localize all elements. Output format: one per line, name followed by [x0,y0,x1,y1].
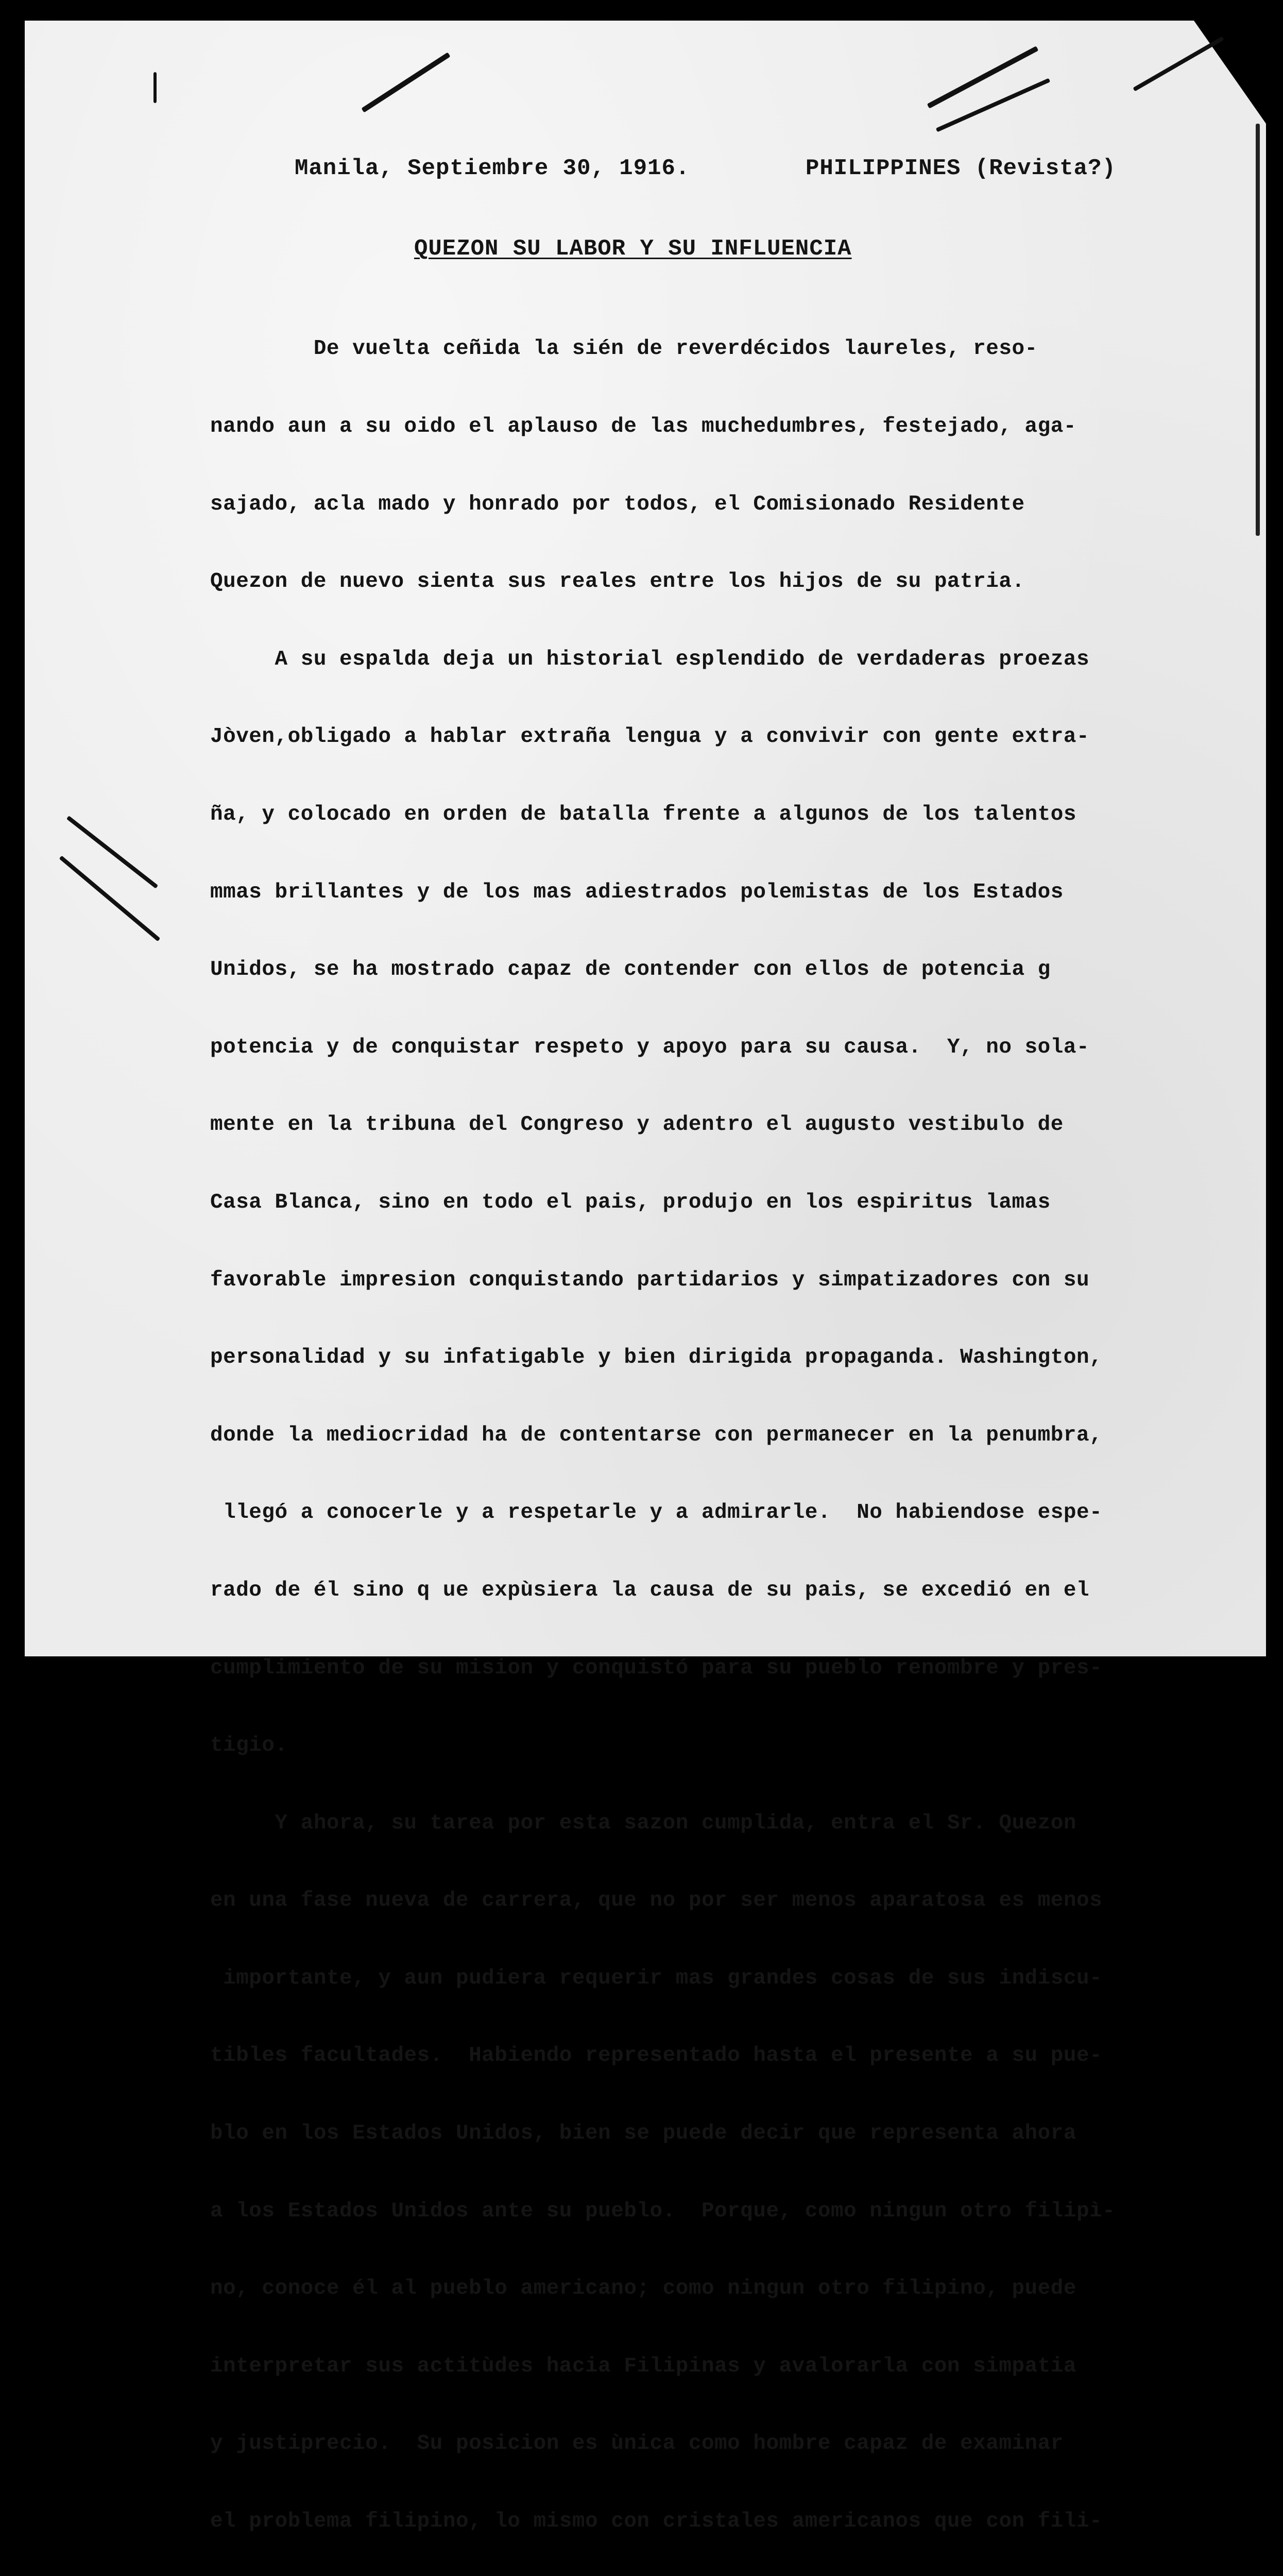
publication-name: PHILIPPINES (Revista?) [806,156,1116,181]
body-line: rado de él sino q ue expùsiera la causa de su pais, se excedió en el [210,1578,1090,1602]
body-line: el problema filipino, lo mismo con cristales americanos que con fili- [210,2510,1103,2534]
body-line: personalidad y su infatigable y bien dirigida propaganda. Washington, [210,1346,1103,1370]
body-line: cumplimiento de su mision y conquistó para su pueblo renombre y pres- [210,1656,1103,1680]
body-line: tibles facultades. Habiendo representado hasta el presente a su pue- [210,2044,1103,2068]
body-line: Casa Blanca, sino en todo el pais, produjo en los espiritus lamas [210,1190,1051,1214]
body-line: donde la mediocridad ha de contentarse con permanecer en la penumbra, [210,1423,1103,1447]
article-title: QUEZON SU LABOR Y SU INFLUENCIA [414,236,852,262]
body-line: potencia y de conquistar respeto y apoyo para su causa. Y, no sola- [210,1035,1090,1059]
body-line: favorable impresion conquistando partidarios y simpatizadores con su [210,1268,1090,1292]
article-body [210,284,1137,2576]
body-line: mente en la tribuna del Congreso y adentro el augusto vestibulo de [210,1113,1064,1137]
body-line: blo en los Estados Unidos, bien se puede decir que representa ahora [210,2122,1076,2146]
body-line: A su espalda deja un historial esplendido de verdaderas proezas [210,647,1090,671]
body-line: en una fase nueva de carrera, que no por ser menos aparatosa es menos [210,1889,1103,1913]
body-line: llegó a conocerle y a respetarle y a admirarle. No habiendose espe- [210,1501,1103,1525]
body-line: Jòven,obligado a hablar extraña lengua y a convivir con gente extra- [210,725,1090,749]
body-line: tigio. [210,1734,288,1758]
body-line: y justiprecio. Su posicion es ùnica como hombre capaz de examinar [210,2432,1064,2456]
body-line: Unidos, se ha mostrado capaz de contender con ellos de potencia g [210,958,1051,982]
body-line: mmas brillantes y de los mas adiestrados polemistas de los Estados [210,880,1064,904]
body-line: De vuelta ceñida la sién de reverdécidos laureles, reso- [210,337,1038,361]
body-line: no, conoce él al pueblo americano; como ningun otro filipino, puede [210,2277,1076,2301]
document-page [25,21,1266,2534]
typed-letter [25,21,1266,2534]
body-line: nando aun a su oido el aplauso de las muchedumbres, festejado, aga- [210,415,1076,438]
body-line: sajado, acla mado y honrado por todos, el Comisionado Residente [210,492,1025,516]
body-line: a los Estados Unidos ante su pueblo. Porque, como ningun otro filipì- [210,2199,1116,2223]
body-line: Y ahora, su tarea por esta sazon cumplida, entra el Sr. Quezon [210,1811,1076,1835]
body-line: ña, y colocado en orden de batalla frente a algunos de los talentos [210,802,1076,826]
body-line: importante, y aun pudiera requerir mas grandes cosas de sus indiscu- [210,1966,1103,1990]
dateline: Manila, Septiembre 30, 1916. [295,156,690,181]
body-line: interpretar sus actitùdes hacia Filipinas y avalorarla con simpatia [210,2354,1076,2378]
body-line: Quezon de nuevo sienta sus reales entre los hijos de su patria. [210,570,1025,594]
